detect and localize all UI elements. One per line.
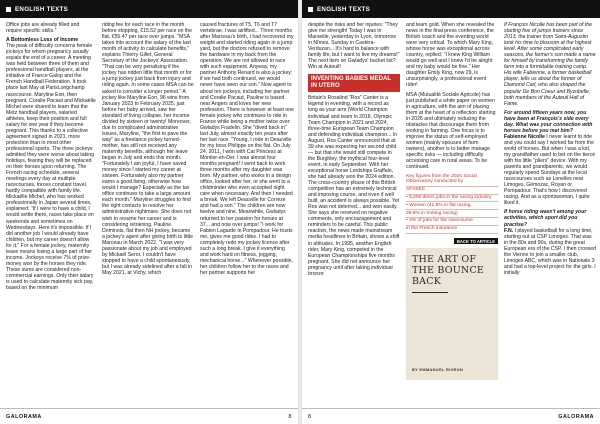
stats-line: AFASEC [406,187,498,195]
title-rule [412,292,448,293]
interview-answer-1: I never learnt to ride and you could say I worked far from the world of horses. But when I was a kid, my grandfather used to bet on the tiercé with his little "pliers" device. With my parents and grandparents, we would regularly spend Sundays at the local racecourses such as Lonelles near Limoges, Gémozac, Royan or Pompadour. That's how I discovered racing. And as a sportswoman, I quite liked it. [504,133,596,207]
interview-intro: If François Nicolle has been part of the starting five of jumps trainers since 2013, the trainer from Saint-Augustin took his time to blossom at the highest level. After some complicated early seasons, the farmer's son made a name for himself by transforming the family farm into a formidable training camp. His wife Fabienne, a former basketball player, tells us about the former of Diamond Carl, who also shaped the popular De Bon Coeur and Byzobelle, both members of the Auteuil Hall of Fame. [504,22,596,107]
right-col2-top: and team gold. When she revealed the news in the final press conference, the British coach and the eventing world were very critical. To which Mary King, whose horse was exceptional across country, replied: "I knew King William would go well and I knew I'd be alright and my baby would be fine." Her daughter Emily King, now 29, is unsurprisingly, a professional event rider! [406,22,495,89]
right-column-3 [504,22,596,392]
back-to-article[interactable] [406,238,498,245]
left-col1-opening: Office jobs are already filled and require specific skills." [6,22,80,35]
stats-line: in the French insurance [406,226,498,234]
article-title: THE ART OF THE BOUNCE BACK [412,254,485,287]
stats-box [406,173,498,233]
right-footer-brand: GALORAMA [558,413,594,420]
right-section-title: ENGLISH TEXTS [317,5,371,13]
article-title-box [406,248,498,380]
right-page-number: 8 [308,413,312,420]
right-footer [302,408,600,424]
left-footer [0,408,298,424]
section-square-icon [308,7,313,12]
interview-answer-2: I played basketball for a long time, starting out at CSP Limoges. That was in the 80s and 90s, during the great European era of the CSP. I then crossed the Vienne to join a smaller club, Limoges ABC, which was in Nationale 3 and had a top-level project for the girls. I initially [504,227,596,276]
left-page-number: 8 [288,413,292,420]
interview-question-1: For around fifteen years now, you have been at François's side every day. What was your connection with horses before you met him? [504,109,593,134]
left-page [0,0,298,424]
left-column-1 [6,22,96,392]
left-section-header [0,0,298,18]
right-col2-mid: MSA (Mutualité Sociale Agricole) has just published a white paper on women in agriculture, with the aim of placing them at the heart of a reflection starting in 2026 and ultimately reducing the obstacles that discourage them from working in farming. One focus is to improve the status of self-employed women (mainly spouses of farm owners), another is to better manage specific risks — including difficulty accessing care in rural areas. To be continued. [406,91,496,171]
stats-line: • 5,200 direct jobs in the racing industry [406,195,498,203]
left-col2-body: riding fee for each race in the month before stopping, €15.52 per race on the flat, €55.47 per race over jumps. "MSA takes into account the salary of the last month of activity to calculate benefits," explains Thierry Gillet, General Secretary of the Jockeys' Association. "That can be very penalising if the jockey has ridden little that month or for a jump jockey just back from injury and riding again. In some cases MSA can be asked to consider a longer period." A jockey like Maryline Eon, 96 wins from January 2023 to February 2025, just before her baby arrived, saw her standard of living collapse, her income divided by sixteen or twenty! Moreover, due to complicated administrative issues, Maryline, "the first to pave the way" as a freelance jockey turned-mother, has still not received any maternity benefits, although her leave began in July and ends this month. "Fortunately I am joyful, I have saved money since I started my career at sixteen. Fortunately also my partner earns a good living, otherwise how would I manage? Especially as the tax office continues to take a large amount each month." Maryline struggles to find the right contacts to resolve her administrative nightmare. She does not wish to resume her career and is considering retraining. Pauline Dominois, flat then NH jockey, became a jockey's agent after giving birth to little Marceau in March 2022. "I was very passionate about my job and employed by Mickaël Seror. I couldn't have stopped to have a child spontaneously, but I was already sidelined after a fall in May 2021, at Vichy, which [102,22,194,276]
left-footer-brand: GALORAMA [6,413,42,420]
stats-line: • 4% of jobs for the racecourse [406,218,498,226]
right-page [302,0,600,424]
stats-line: Key figures from the 2025 Social Observatory conducted by [406,173,498,187]
right-section-header [302,0,600,18]
section-square-icon [6,7,11,12]
article-byline: BY EMMANUEL RIVRON [412,368,464,372]
right-column-2 [406,22,498,244]
answer-label-2: F.N. [504,227,514,234]
answer-label-1: Fabienne Nicolle [504,133,545,140]
left-section-title: ENGLISH TEXTS [15,5,69,13]
left-col1-subheading: A Bottomless Loss of Income [6,37,79,44]
left-column-3 [200,22,294,392]
interview-question-2: If horse riding wasn't among your activities, which sport did you practise? [504,209,587,228]
stats-line: • Women (41.8% in flat racing, [406,202,498,210]
right-col1-top: despite the risks and her injuries: "They give me strength! Today I was in Marseille, yesterday in Lyon, tomorrow in Nîmes, Sunday in Castéra-Verduzan... It's hard to balance with family life, but I want to live my dreams!" The next item on Gwladys' bucket list? Win at Auteuil! [308,22,400,71]
left-col3-body: caused fractures of T5, T6 and T7 vertebrae. I was airlifted... Three months after Marceau's birth, I had recovered my weight and started riding again in a jump yard, but the doctors refused to remove the hardware in my back from the operation. We are not allowed to race with such equipment. Anyway, my partner Anthony Renard is also a jockey: if we had both continued, we would never have seen our son." Now agent to about ten jockeys, including her partner and Coralie Pacaut, Pauline is based near Angers and loves her new profession. There is however at least one female jockey who continues to ride in France while being a mother twice over: Gwladys Fradelin. She "dived back in" last July, almost exactly ten years after her last race. "Young, I rode in Deauville for my boss Philippe on the flat. On July 24, 2011, I won with Cat Princess at Montier-en-Der. I was almost four months pregnant! I went back to work three months after my daughter was born. My partner, who works in a design office, looked after her, or she went to a childminder who even accepted night care when necessary. And then I needed a break. We left Deauville for Corrèze and had a son." The children are now twelve and nine. Meanwhile, Gwladys returned to her passion for horses at 37... and now over jumps! "I work for Fabien Lagarde in Pompadour. He trusts me, gives me good rides. I had to completely redo my jockey licence after such a long break. I give it everything and work hard on fitness, jogging, mechanical horse..." Whenever possible, her children follow her to the races and her partner supports her [200,22,294,276]
feature-heading: INVENTING BABIES MEDAL IN UTERO [308,74,400,92]
stats-line: 39.8% in trotting racing) [406,210,498,218]
left-col1-body: The peak of difficulty concerns female jockeys for whom pregnancy usually equals the end of a career. A meeting was held between three of them and professional handball players, at the initiative of France Galop and the French Handball Federation. It took place last May at ParisLongchamp racecourse. Maryline Eon, then pregnant, Coralie Pacaut and Mickaëlle Michel were shared to learn that the Metz handball players, salaried athletes, keep their position and full salary for one year if they become pregnant. This thanks to a collective agreement signed in 2021, more protection than in most other professional sports. The three jockeys admitted they were worse about taking holidays, fearing they will be replaced on their horses upon returning. The French racing schedule, several meetings every day at multiple racecourses, forces constant travel, hardly compatible with family life. Mickaëlle Michel, who has worked professionally in Japan several times, explained: "If I were to have a child, I would settle there, races take place on weekends and sometimes on Wednesdays. Here it's impossible. If I did another job I would already have children, but my career doesn't allow for it." For a female jockey, maternity leave means losing a large part of her income. Jockeys receive 7% of prize-money won by the horses they ride. These sums are considered non-commercial earnings. Only their salary is used to calculate maternity sick pay, based on the minimum [6,43,96,292]
right-column-1 [308,22,400,392]
left-column-2 [102,22,194,392]
back-to-article-button[interactable]: BACK TO ARTICLE [454,238,498,245]
right-col1-body: Britain's Rosalind "Ros" Canter is a legend in eventing, with a record as long as your arm (World Champion individual and team in 2018, Olympic Team Champion in 2021 and 2024, three-time European Team Champion and defending individual champion... In August, Ros Canter announced that at 39 she was expecting her second child — but that she would still compete in the Burghley, the mythical four-level event, in early September. With her exceptional horse Lordships Graffalo, she had already won the 2024 edition. The cross-country phase of this British competition has an extremely technical and imposing course, and even if well built, an accident is always possible. Yet Ros was not deterred... and won easily. She says she received no negative comments, only encouragement and reminders to be careful. This public reaction, the news made mainstream media headlines in Britain, shows a shift in attitudes. In 1995, another English rider, Mary King, competed in the European Championships five months pregnant. She did not announce her pregnancy until after taking individual bronze [308,95,400,277]
